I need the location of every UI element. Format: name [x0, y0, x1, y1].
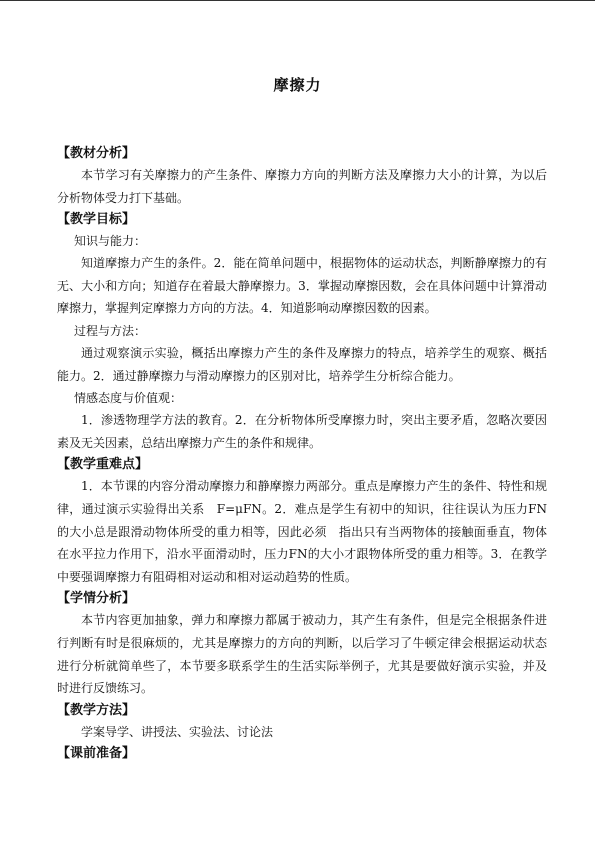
section-heading-zhunbei: 【课前准备】 — [57, 746, 136, 762]
section-text-jiaocai: 本节学习有关摩擦力的产生条件、摩擦力方向的判断方法及摩擦力大小的计算，为以后分析物体受力打下基础。 — [57, 168, 547, 205]
section-text-xueqing: 本节内容更加抽象，弹力和摩擦力都属于被动力，其产生有条件，但是完全根据条件进行判断有时是很麻烦的，尤其是摩擦力的方向的判断，以后学习了牛顿定律会根据运动状态进行分析就简单些了，本节要多联系学生的生活实际举例子，尤其是要做好演示实验，并及时进行反馈练习。 — [57, 613, 547, 696]
page-top-border — [0, 0, 595, 1]
section-heading-jiaocai: 【教材分析】 — [57, 146, 136, 161]
section-heading-zhongnan: 【教学重难点】 — [57, 457, 149, 473]
section-text-zhongnan: 1．本节课的内容分滑动摩擦力和静摩擦力两部分。重点是摩擦力产生的条件、特性和规律，通过演示实验得出关系 F=μFN。2．难点是学生有初中的知识，往往误认为压力FN的大小总是跟滑动物体所受的重力相等，因此必须 指出只有当两物体的接触面垂直，物体在水平拉力作用下，沿水平面滑动时，压力FN的大小才跟物体所受的重力相等。3．在教学中要强调摩擦力有阻碍相对运动和相对运动趋势的性质。 — [57, 479, 547, 584]
section-text-guocheng: 通过观察演示实验，概括出摩擦力产生的条件及摩擦力的特点，培养学生的观察、概括能力。2．通过静摩擦力与滑动摩擦力的区别对比，培养学生分析综合能力。 — [57, 345, 547, 383]
section-text-fangfa: 学案导学、讲授法、实验法、讨论法 — [81, 724, 274, 739]
section-heading-mubiao: 【教学目标】 — [57, 212, 136, 228]
document-body — [57, 144, 547, 764]
section-heading-xueqing: 【学情分析】 — [57, 591, 136, 607]
section-text-qinggan: 1．渗透物理学方法的教育。2．在分析物体所受摩擦力时，突出主要矛盾，忽略次要因素及无关因素，总结出摩擦力产生的条件和规律。 — [57, 413, 547, 450]
section-text-zhishi: 知道摩擦力产生的条件。2．能在简单问题中，根据物体的运动状态，判断静摩擦力的有无、大小和方向；知道存在着最大静摩擦力。3．掌握动摩擦因数，会在具体问题中计算滑动摩擦力，掌握判定摩擦力方向的方法。4．知道影响动摩擦因数的因素。 — [57, 256, 547, 316]
subheading-zhishi: 知识与能力： — [74, 234, 147, 249]
section-heading-fangfa: 【教学方法】 — [57, 702, 136, 718]
subheading-guocheng: 过程与方法： — [74, 323, 147, 338]
subheading-qinggan: 情感态度与价值观： — [74, 391, 183, 406]
page-title: 摩擦力 — [273, 76, 322, 94]
